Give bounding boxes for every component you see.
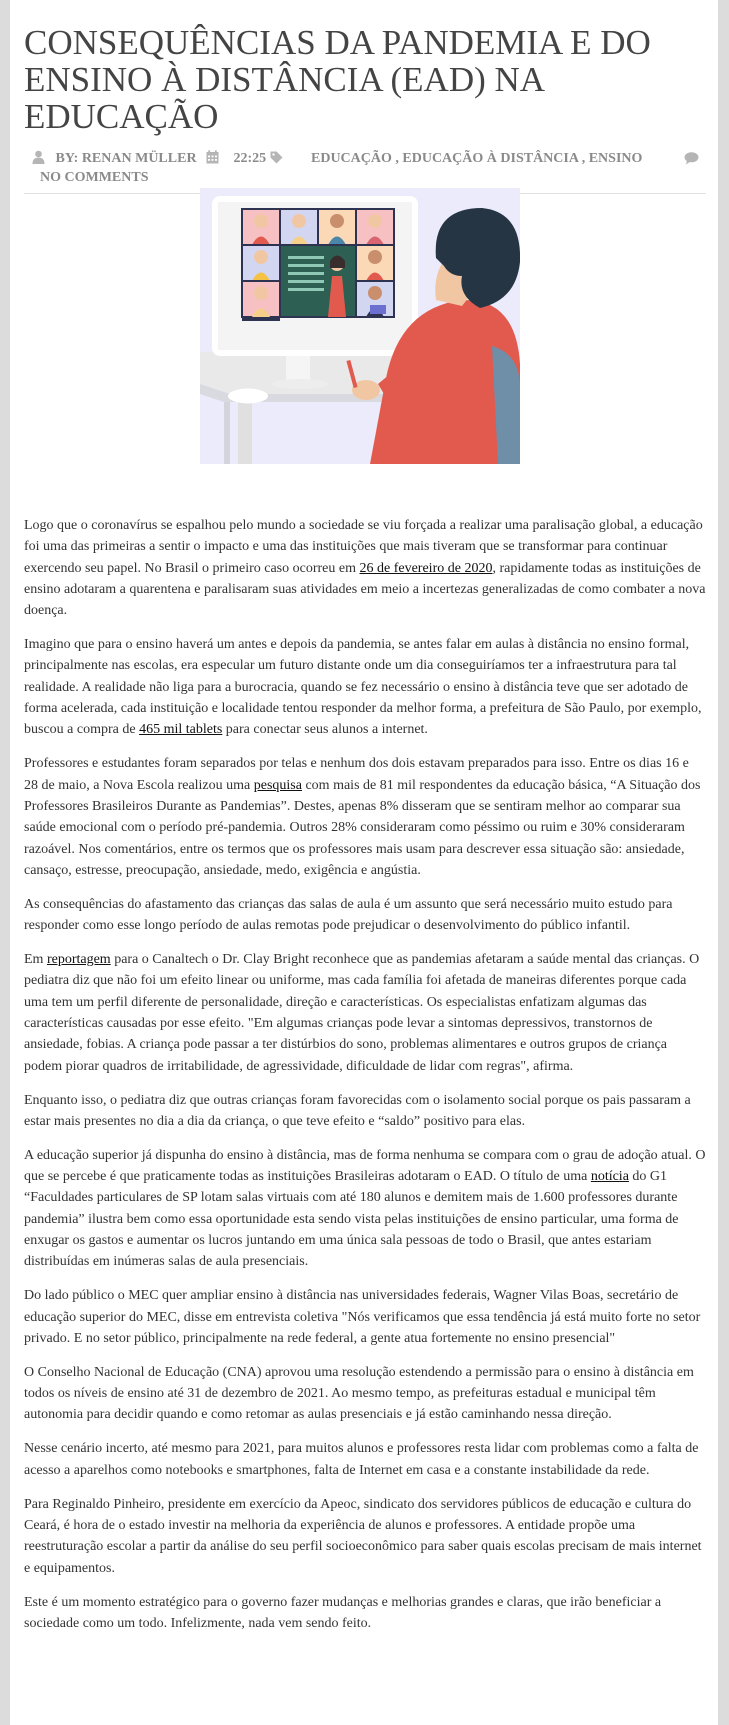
categories-meta — [311, 149, 642, 168]
time-meta — [206, 149, 283, 168]
post-title: CONSEQUÊNCIAS DA PANDEMIA E DO ENSINO À DISTÂNCIA (EAD) NA EDUCAÇÃO — [24, 23, 651, 136]
article-body — [24, 515, 706, 1647]
author-meta — [32, 149, 197, 168]
article-link[interactable]: 26 de fevereiro de 2020 — [359, 560, 493, 576]
paragraph: Este é um momento estratégico para o governo fazer mudanças e melhorias grandes e claras, que irão beneficiar a sociedade como um todo. Infelizmente, nada vem sendo feito. — [24, 1594, 662, 1631]
paragraph: Imagino que para o ensino haverá um antes e depois da pandemia, se antes falar em aulas à distância no ensino formal, principalmente nas escolas, era especular um futuro distante onde um dia conseguiríamos ter a infraestrutura para tal realidade. A realidade não liga para a burocracia, quando se fez necessário o ensino à distância teve que ser adotado de forma acelerada, cada instituição e localidade tentou responder da melhor forma, a prefeitura de São Paulo, por exemplo, buscou a compra de 465 mil tablets para conectar seus alunos a internet. — [24, 637, 702, 738]
category-link-ensino[interactable]: ENSINO — [588, 151, 643, 166]
post-header — [24, 24, 706, 194]
desk-leg-2 — [224, 402, 230, 464]
tag-icon — [270, 151, 283, 164]
article-link[interactable]: notícia — [590, 1169, 629, 1185]
paragraph: A educação superior já dispunha do ensino à distância, mas de forma nenhuma se compara com o grau de adoção atual. O que se percebe é que praticamente todas as instituições Brasileiras adotaram o EAD. O título de uma notícia do G1 “Faculdades particulares de SP lotam salas virtuais com até 180 alunos e demitem mais de 1.600 professores durante pandemia” ilustra bem como essa oportunidade esta sendo vista pelas instituições de ensino particular, uma forma de enxugar os gastos e aumentar os lucros juntando em uma única sala pessoas de todo o Brasil, que antes estariam distribuídas em inúmeras salas de aula presenciais. — [24, 1147, 706, 1270]
comments-meta — [24, 168, 706, 187]
comments-icon-wrap — [684, 150, 699, 169]
category-link-ead[interactable]: EDUCAÇÃO À DISTÂNCIA — [402, 151, 579, 166]
paragraph: Enquanto isso, o pediatra diz que outras crianças foram favorecidas com o isolamento social porque os pais passaram a estar mais presentes no dia a dia da criança, o que teve efeito e “saldo” positivo para elas. — [24, 1092, 691, 1129]
author-link[interactable]: BY: RENAN MÜLLER — [55, 151, 197, 166]
paragraph: O Conselho Nacional de Educação (CNA) aprovou uma resolução estendendo a permissão para o ensino à distância em todos os níveis de ensino até 31 de dezembro de 2021. Ao mesmo tempo, as prefeituras estadual e municipal têm autonomia para decidir quando e como retomar as aulas presenciais e já estão caminhando nessa direção. — [24, 1364, 694, 1423]
paragraph: Do lado público o MEC quer ampliar ensino à distância nas universidades federais, Wagner Vilas Boas, secretário de educação superior do MEC, disse em entrevista coletiva "Nós verificamos que essa tendência já está muito forte no setor privado. E no setor público, principalmente na rede federal, a gente atua fortemente no ensino presencial" — [24, 1288, 701, 1346]
category-link-educacao[interactable]: EDUCAÇÃO — [311, 151, 392, 166]
mouse — [228, 389, 268, 404]
monitor-base — [272, 379, 328, 389]
paragraph: Nesse cenário incerto, até mesmo para 2021, para muitos alunos e professores resta lidar com problemas como a falta de acesso a aparelhos como notebooks e smartphones, falta de Internet em casa e a constante instabilidade da rede. — [24, 1441, 699, 1478]
paragraph: Logo que o coronavírus se espalhou pelo mundo a sociedade se viu forçada a realizar uma paralisação global, a educação foi uma das primeiras a sentir o impacto e uma das instituições que mais tiveram que se transformar para continuar exercendo seu papel. No Brasil o primeiro caso ocorreu em 26 de fevereiro de 2020, rapidamente todas as instituições de ensino adotaram a quarentena e paralisaram suas atividades em meio a incertezas generalizadas de como combater a nova doença. — [24, 518, 706, 619]
hero-illustration — [200, 188, 520, 464]
article-link[interactable]: reportagem — [46, 952, 111, 968]
desk-leg — [238, 402, 252, 464]
paragraph: As consequências do afastamento das crianças das salas de aula é um assunto que será necessário muito estudo para responder como esse longo período de aulas remotas pode prejudicar o desenvolvimento do público infantil. — [24, 896, 673, 934]
comments-link[interactable]: NO COMMENTS — [40, 170, 149, 185]
article-link[interactable]: 465 mil tablets — [139, 722, 223, 738]
post-time: 22:25 — [233, 151, 267, 166]
category-separator: , — [391, 151, 403, 166]
paragraph: Professores e estudantes foram separados por telas e nenhum dos dois estavam preparados para isso. Entre os dias 16 e 28 de maio, a Nova Escola realizou uma pesquisa com mais de 81 mil respondentes da educação básica, “A Situação dos Professores Brasileiros Durante as Pandemias”. Destes, apenas 8% disseram que se sentiram melhor ao comparar sua saúde emocional com o período pré-pandemia. Outros 28% consideraram como péssimo ou ruim e 30% consideraram razoável. Nos comentários, entre os termos que os professores mais usam para descrever essa situação são: ansiedade, cansaço, estresse, preocupação, ansiedade, medo, exigência e angústia. — [24, 756, 701, 878]
page — [10, 0, 718, 1725]
paragraph: Para Reginaldo Pinheiro, presidente em exercício da Apeoc, sindicato dos servidores públicos de educação e cultura do Ceará, é hora de o estado investir na melhoria da experiência de alunos e professores. A entidade propõe uma reestruturação escolar a partir da análise do seu perfil socioeconômico para saber quais escolas precisam de mais internet e equipamentos. — [24, 1496, 702, 1576]
user-icon — [32, 150, 45, 164]
video-grid — [242, 209, 394, 321]
post-meta-row — [24, 149, 706, 168]
comment-icon[interactable] — [684, 152, 699, 165]
article-link[interactable]: pesquisa — [253, 777, 302, 793]
category-separator: , — [578, 151, 589, 166]
calendar-icon — [206, 150, 219, 164]
paragraph: Em reportagem para o Canaltech o Dr. Clay Bright reconhece que as pandemias afetaram a saúde mental das crianças. O pediatra diz que não foi um efeito linear ou uniforme, mas cada família foi afetada de maneiras diferentes porque cada uma tem um perfil diferente de personalidade, direção e características. Os especialistas enfatizam algumas das características causadas por esse efeito. "Em algumas crianças pode levar a sintomas depressivos, transtornos de ansiedade, fobias. A criança pode passar a ter distúrbios do sono, problemas alimentares e outros grupos de criança podem piorar quadros de irritabilidade, de agressividade, dificuldade de lidar com regras", afirma. — [24, 952, 700, 1074]
